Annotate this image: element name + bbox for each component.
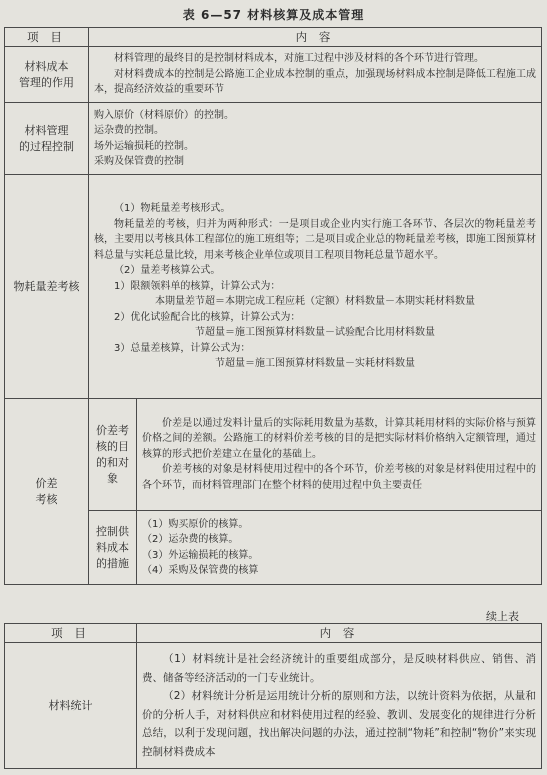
table-row xyxy=(5,47,542,103)
row-label: 材料统计 xyxy=(5,643,137,769)
header-content: 内 容 xyxy=(89,28,542,47)
row-content: 购入原价（材料原价）的控制。 运杂费的控制。 场外运输损耗的控制。 采购及保管费的控制 xyxy=(89,103,542,175)
header-item: 项 目 xyxy=(5,28,89,47)
row-content: （1）物耗量差考核形式。 物耗量差的考核，归并为两种形式：一是项目或企业内实行施工各环节、各层次的物耗量差考核，主要用以考核具体工程部位的施工班组等；二是项目或企业总的物耗量差考核，即施工图预算材料总量与实耗总量比较，用来考核企业单位或项目工程项目物耗总量节超水平。 （2）量差考核算公式。 1）限额领料单的核算，计算公式为： 本期量差节超＝本期完成工程应耗（定额）材料数量－本期实耗材料数量 2）优化试验配合比的核算，计算公式为： 节超量＝施工图预算材料数量－试验配合比用材料数量 3）总量差核算，计算公式为： 节超量＝施工图预算材料数量－实耗材料数量 xyxy=(89,175,542,399)
row-label: 材料成本 管理的作用 xyxy=(5,47,89,103)
table-row xyxy=(5,643,542,769)
row-label: 材料管理 的过程控制 xyxy=(5,103,89,175)
material-statistics-table xyxy=(4,623,542,769)
row-content: 材料管理的最终目的是控制材料成本，对施工过程中涉及材料的各个环节进行管理。 对材料费成本的控制是公路施工企业成本控制的重点，加强现场材料成本控制是降低工程施工成本，提高经济效益的重要环节 xyxy=(89,47,542,103)
table-row xyxy=(5,103,542,175)
row-label: 价差 考核 xyxy=(5,399,89,585)
sub-row-label: 控制供 料成本 的措施 xyxy=(89,511,137,585)
sub-row-content: （1）购买原价的核算。 （2）运杂费的核算。 （3）外运输损耗的核算。 （4）采购及保管费的核算 xyxy=(137,511,542,585)
table-row xyxy=(5,175,542,399)
sub-row-content: 价差是以通过发料计量后的实际耗用数量为基数，计算其耗用材料的实际价格与预算价格之间的差额。公路施工的材料价差考核的目的是把实际材料价格纳入定额管理，通过核算的形式把价差建立在量化的基础上。 价差考核的对象是材料使用过程中的各个环节，价差考核的对象是材料使用过程中的各个环节，而材料管理部门在整个材料的使用过程中负主要责任 xyxy=(137,399,542,511)
row-label: 物耗量差考核 xyxy=(5,175,89,399)
table-header-row xyxy=(5,28,542,47)
material-cost-table xyxy=(4,27,542,585)
header-content: 内 容 xyxy=(137,624,542,643)
row-content: （1）材料统计是社会经济统计的重要组成部分，是反映材料供应、销售、消费、储备等经济活动的一门专业统计。 （2）材料统计分析是运用统计分析的原则和方法，以统计资料为依据，从量和价的分析人手，对材料供应和材料使用过程的经验、教训、发展变化的规律进行分析总结，以利于发现问题，找出解决问题的办法，通过控制“物耗”和控制“物价”来实现控制材料费成本 xyxy=(137,643,542,769)
continued-label: 续上表 xyxy=(486,610,519,623)
header-item: 项 目 xyxy=(5,624,137,643)
table-row xyxy=(5,399,542,511)
sub-row-label: 价差考 核的目 的和对象 xyxy=(89,399,137,511)
table-header-row xyxy=(5,624,542,643)
table-title: 表 6—57 材料核算及成本管理 xyxy=(182,8,365,22)
